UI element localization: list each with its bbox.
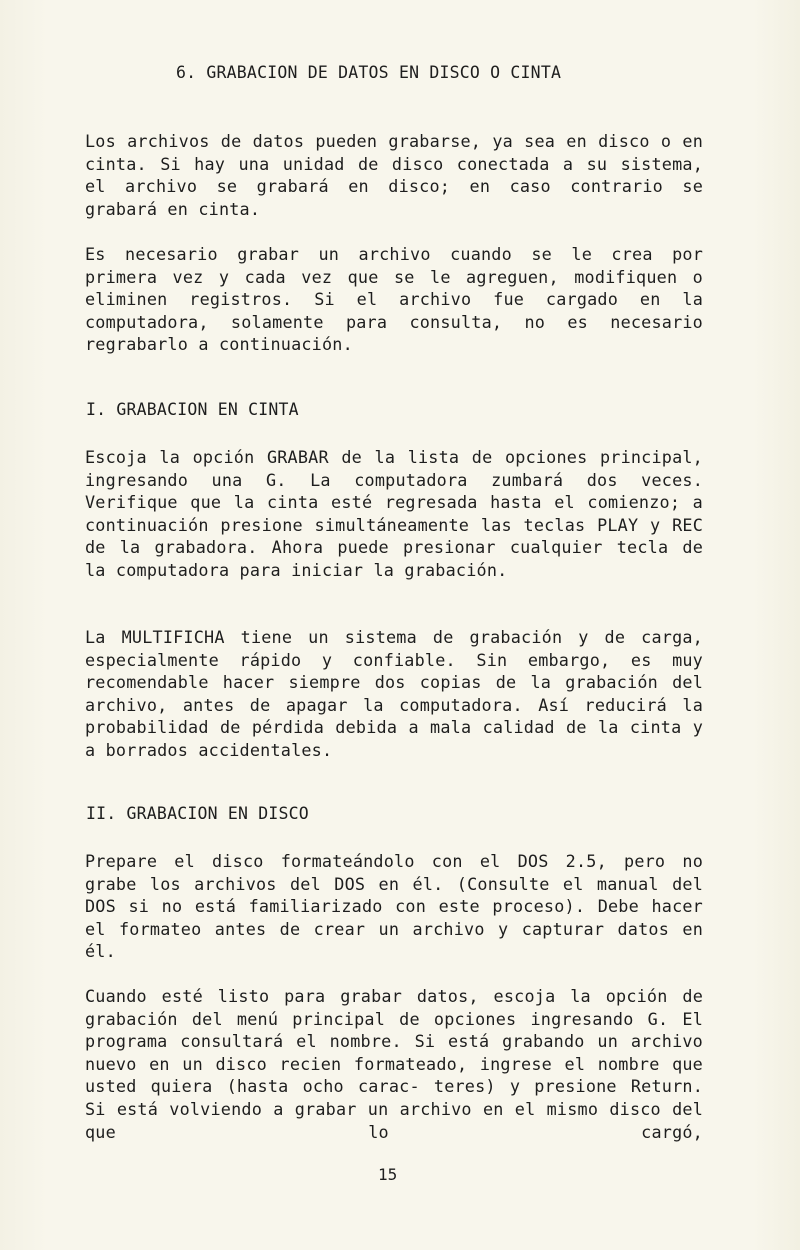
disk-paragraph-2 <box>85 985 703 1143</box>
tape-section-heading: I. GRABACION EN CINTA <box>86 400 299 419</box>
intro-paragraph-2 <box>85 243 703 356</box>
body-paragraph: Es necesario grabar un archivo cuando se le crea por primera vez y cada vez que se le agreguen, modifiquen o eliminen registros. Si el archivo fue cargado en la computadora, solamente para consulta, no es necesario regrabarlo a continuación. <box>85 244 703 355</box>
body-paragraph: Cuando esté listo para grabar datos, escoja la opción de grabación del menú principal de opciones ingresando G. El programa consultará el nombre. Si está grabando un archivo nuevo en un disco recien formateado, ingrese el nombre que usted quiera (hasta ocho carac- teres) y presione Return. Si está volviendo a grabar un archivo en el mismo disco del que lo cargó, <box>85 986 703 1142</box>
intro-paragraph-1 <box>85 130 703 220</box>
disk-section-heading: II. GRABACION EN DISCO <box>86 804 309 823</box>
body-paragraph: Los archivos de datos pueden grabarse, ya sea en disco o en cinta. Si hay una unidad de disco conectada a su sistema, el archivo se grabará en disco; en caso contrario se grabará en cinta. <box>85 131 703 219</box>
body-paragraph: La MULTIFICHA tiene un sistema de grabación y de carga, especialmente rápido y confiable. Sin embargo, es muy recomendable hacer siempre dos copias de la grabación del archivo, antes de apagar la computadora. Así reducirá la probabilidad de pérdida debida a mala calidad de la cinta y a borrados accidentales. <box>85 627 703 760</box>
page-number: 15 <box>378 1165 398 1184</box>
tape-paragraph-2 <box>85 626 703 762</box>
body-paragraph: Prepare el disco formateándolo con el DOS 2.5, pero no grabe los archivos del DOS en él. (Consulte el manual del DOS si no está familiarizado con este proceso). Debe hacer el formateo antes de crear un archivo y capturar datos en él. <box>85 851 703 962</box>
section-title: 6. GRABACION DE DATOS EN DISCO O CINTA <box>176 63 562 82</box>
body-paragraph: Escoja la opción GRABAR de la lista de opciones principal, ingresando una G. La computadora zumbará dos veces. Verifique que la cinta esté regresada hasta el comienzo; a continuación presione simultáneamente las teclas PLAY y REC de la grabadora. Ahora puede presionar cualquier tecla de la computadora para iniciar la grabación. <box>85 447 703 580</box>
tape-paragraph-1 <box>85 446 703 582</box>
disk-paragraph-1 <box>85 850 703 963</box>
